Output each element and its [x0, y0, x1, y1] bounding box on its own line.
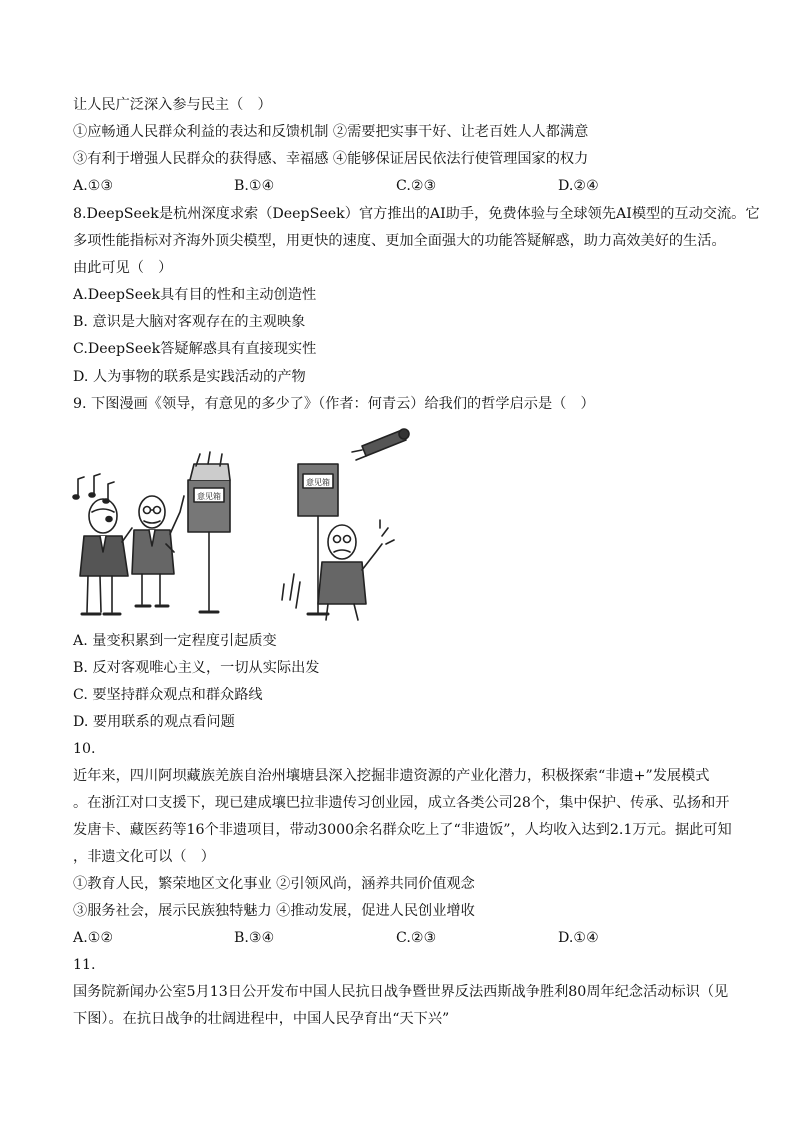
- q10-number: 10.: [73, 741, 96, 757]
- q8-option-a: A.DeepSeek具有目的性和主动创造性: [73, 287, 317, 303]
- telescope-icon: [352, 429, 409, 460]
- q8-option-b: B. 意识是大脑对客观存在的主观映象: [73, 314, 306, 330]
- box-label-1: 意见箱: [197, 492, 221, 501]
- q9-option-b: B. 反对客观唯心主义，一切从实际出发: [73, 660, 320, 676]
- q7-statement-1: ①应畅通人民群众利益的表达和反馈机制 ②需要把实事干好、让老百姓人人都满意: [73, 124, 589, 140]
- box-label-2: 意见箱: [306, 478, 330, 487]
- q8-stem-line-2: 多项性能指标对齐海外顶尖模型，用更快的速度、更加全面强大的功能答疑解惑，助力高效美好的生活。: [73, 233, 726, 249]
- q7-option-a: A.①③: [73, 178, 114, 194]
- q11-stem-line-1: 国务院新闻办公室5月13日公开发布中国人民抗日战争暨世界反法西斯战争胜利80周年纪念活动标识（见: [73, 984, 729, 1000]
- motion-lines: [282, 574, 300, 608]
- q10-stem-line-2: 。在浙江对口支援下，现已建成壤巴拉非遗传习创业园，成立各类公司28个，集中保护、传承、弘扬和开: [73, 795, 730, 811]
- q8-option-d: D. 人为事物的联系是实践活动的产物: [73, 369, 306, 385]
- q10-option-c: C.②③: [396, 930, 437, 946]
- q10-statement-1: ①教育人民，繁荣地区文化事业 ②引领风尚，涵养共同价值观念: [73, 876, 475, 892]
- q10-option-a: A.①②: [73, 930, 114, 946]
- music-note-icon: [73, 474, 114, 503]
- q7-option-d: D.②④: [558, 178, 599, 194]
- q7-option-b: B.①④: [234, 178, 275, 194]
- q9-option-a: A. 量变积累到一定程度引起质变: [73, 633, 277, 649]
- q7-option-c: C.②③: [396, 178, 437, 194]
- q8-option-c: C.DeepSeek答疑解惑具有直接现实性: [73, 341, 317, 357]
- official-with-glasses-figure: [132, 496, 184, 606]
- q8-stem-line-3: 由此可见（ ）: [73, 260, 173, 276]
- q10-statement-2: ③服务社会，展示民族独特魅力 ④推动发展，促进人民创业增收: [73, 903, 475, 919]
- q11-stem-line-2: 下图）。在抗日战争的壮阔进程中，中国人民孕育出“天下兴”: [73, 1011, 450, 1027]
- q8-stem-line-1: 8.DeepSeek是杭州深度求索（DeepSeek）官方推出的AI助手，免费体验与全球领先AI模型的互动交流。它: [73, 206, 760, 222]
- startled-official-figure: [318, 520, 394, 620]
- cartoon-illustration: [70, 424, 420, 622]
- q11-number: 11.: [73, 957, 96, 973]
- q10-stem-line-4: ，非遗文化可以（ ）: [73, 849, 215, 865]
- q10-option-b: B.③④: [234, 930, 275, 946]
- q9-option-c: C. 要坚持群众观点和群众路线: [73, 687, 263, 703]
- suggestion-box-1: [188, 452, 230, 612]
- singing-official-figure: [80, 499, 132, 614]
- q9-stem: 9. 下图漫画《领导，有意见的多少了》（作者：何青云）给我们的哲学启示是（ ）: [73, 396, 595, 412]
- q10-stem-line-3: 发唐卡、藏医药等16个非遗项目，带动3000余名群众吃上了“非遗饭”，人均收入达到2.1万元。据此可知: [73, 822, 732, 838]
- q9-option-d: D. 要用联系的观点看问题: [73, 714, 235, 730]
- q10-stem-line-1: 近年来，四川阿坝藏族羌族自治州壤塘县深入挖掘非遗资源的产业化潜力，积极探索“非遗+”发展模式: [73, 768, 710, 784]
- q7-stem-tail: 让人民广泛深入参与民主（ ）: [73, 97, 272, 113]
- q7-statement-2: ③有利于增强人民群众的获得感、幸福感 ④能够保证居民依法行使管理国家的权力: [73, 151, 589, 167]
- q10-option-d: D.①④: [558, 930, 599, 946]
